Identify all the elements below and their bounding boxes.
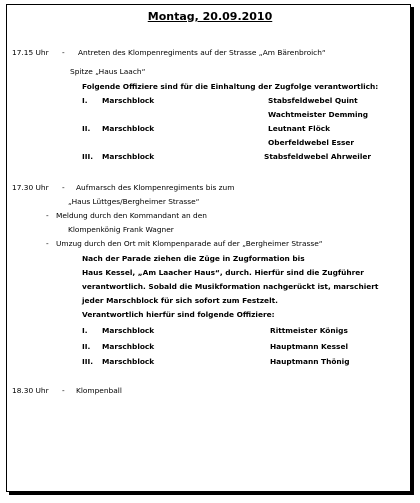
block-num: II. <box>82 124 91 133</box>
block-num: I. <box>82 326 88 335</box>
text-line: Meldung durch den Kommandant an den <box>56 211 207 220</box>
time-1730: 17.30 Uhr <box>12 183 49 192</box>
dash: - <box>62 48 65 57</box>
officer-name: Wachtmeister Demming <box>268 110 369 119</box>
dash: - <box>62 386 65 395</box>
text-line: Spitze „Haus Laach“ <box>70 67 146 76</box>
text-line: Aufmarsch des Klompenregiments bis zum <box>76 183 235 192</box>
block-num: III. <box>82 357 94 366</box>
officer-name: Leutnant Flöck <box>268 124 331 133</box>
dash: - <box>46 239 49 248</box>
dash: - <box>46 211 49 220</box>
parade-text: Verantwortlich hierfür sind folgende Offiziere: <box>82 310 275 319</box>
block-label: Marschblock <box>102 326 155 335</box>
page-title: Montag, 20.09.2010 <box>147 10 273 23</box>
time-1830: 18.30 Uhr <box>12 386 49 395</box>
officer-name: Hauptmann Kessel <box>270 342 348 351</box>
text-line: Antreten des Klompenregiments auf der Strasse „Am Bärenbroich“ <box>78 48 326 57</box>
parade-text: Haus Kessel, „Am Laacher Haus“, durch. Hierfür sind die Zugführer <box>82 268 364 277</box>
parade-text: Nach der Parade ziehen die Züge in Zugformation bis <box>82 254 305 263</box>
text-line: Klompenkönig Frank Wagner <box>68 225 174 234</box>
block-label: Marschblock <box>102 96 155 105</box>
officer-name: Stabsfeldwebel Ahrweiler <box>264 152 372 161</box>
parade-text: jeder Marschblock für sich sofort zum Festzelt. <box>82 296 278 305</box>
officers-intro: Folgende Offiziere sind für die Einhaltung der Zugfolge verantwortlich: <box>82 82 379 91</box>
officer-name: Hauptmann Thönig <box>270 357 350 366</box>
block-label: Marschblock <box>102 357 155 366</box>
parade-text: verantwortlich. Sobald die Musikformation nachgerückt ist, marschiert <box>82 282 379 291</box>
block-label: Marschblock <box>102 152 155 161</box>
text-line: Umzug durch den Ort mit Klompenparade auf der „Bergheimer Strasse“ <box>56 239 323 248</box>
officer-name: Rittmeister Königs <box>270 326 348 335</box>
block-label: Marschblock <box>102 342 155 351</box>
block-num: II. <box>82 342 91 351</box>
officer-name: Stabsfeldwebel Quint <box>268 96 358 105</box>
block-num: III. <box>82 152 94 161</box>
officer-name: Oberfeldwebel Esser <box>268 138 355 147</box>
dash: - <box>62 183 65 192</box>
block-label: Marschblock <box>102 124 155 133</box>
time-1715: 17.15 Uhr <box>12 48 49 57</box>
block-num: I. <box>82 96 88 105</box>
text-line: Klompenball <box>76 386 122 395</box>
text-line: „Haus Lüttges/Bergheimer Strasse“ <box>68 197 200 206</box>
